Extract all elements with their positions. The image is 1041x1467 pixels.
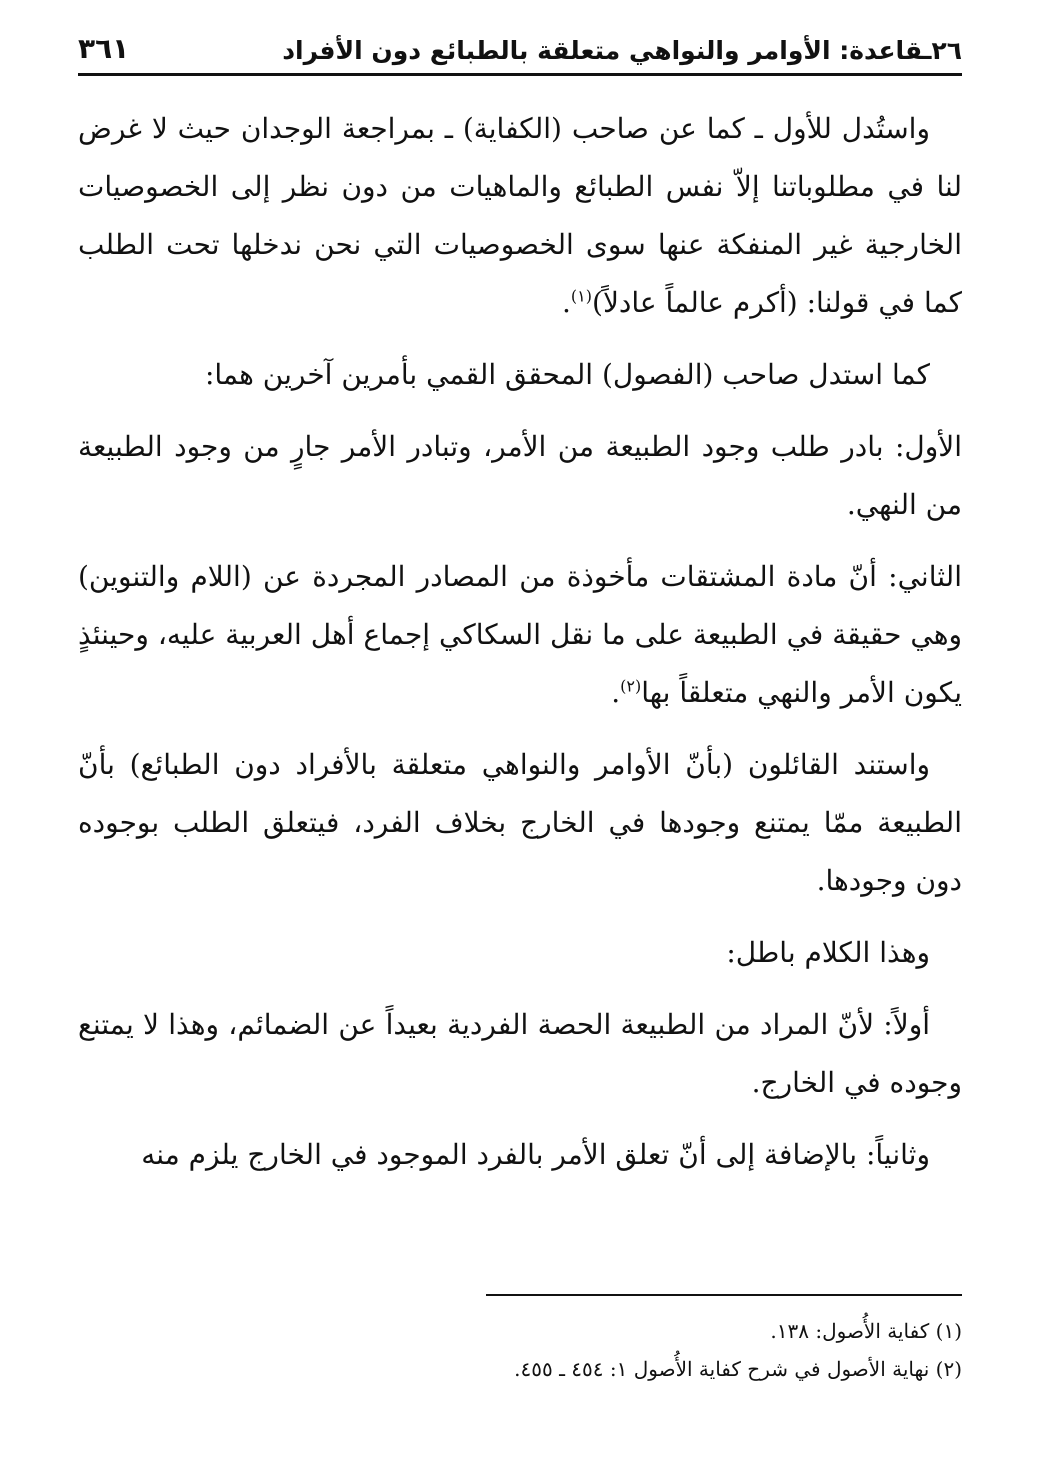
body-text	[78, 100, 962, 1184]
paragraph-first-argument: الأول: بادر طلب وجود الطبيعة من الأمر، وتبادر الأمر جارٍ من وجود الطبيعة من النهي.	[78, 430, 962, 521]
page-number: ٣٦١	[78, 32, 130, 65]
paragraph-text: الثاني: أنّ مادة المشتقات مأخوذة من المصادر المجردة عن (اللام والتنوين) وهي حقيقة في الطبيعة على ما نقل السكاكي إجماع أهل العربية عليه، وحينئذٍ يكون الأمر والنهي متعلقاً بها	[78, 560, 962, 709]
paragraph-refutation-first: أولاً: لأنّ المراد من الطبيعة الحصة الفردية بعيداً عن الضمائم، وهذا لا يمتنع وجوده في الخارج.	[78, 1008, 962, 1099]
footnote-ref-1: (١)	[570, 286, 593, 306]
paragraph-fusul: كما استدل صاحب (الفصول) المحقق القمي بأمرين آخرين هما:	[204, 358, 930, 391]
paragraph-text: واستُدل للأول ـ كما عن صاحب (الكفاية) ـ بمراجعة الوجدان حيث لا غرض لنا في مطلوباتنا إلاّ نفس الطبائع والماهيات من دون نظر إلى الخصوصيات الخارجية غير المنفكة عنها سوى الخصوصيات التي نحن ندخلها تحت الطلب كما في قولنا: (أكرم عالماً عادلاً)	[78, 112, 962, 319]
paragraph-individuals-view: واستند القائلون (بأنّ الأوامر والنواهي متعلقة بالأفراد دون الطبائع) بأنّ الطبيعة ممّا يمتنع وجودها في الخارج بخلاف الفرد، فيتعلق الطلب بوجوده دون وجودها.	[78, 748, 962, 897]
footnote-2: (٢) نهاية الأصول في شرح كفاية الأُصول ١: ٤٥٤ ـ ٤٥٥.	[514, 1357, 962, 1381]
paragraph-refutation-intro: وهذا الكلام باطل:	[726, 936, 930, 969]
paragraph-second-argument	[78, 548, 962, 722]
footnote-ref-2: (٢)	[620, 676, 642, 696]
chapter-title: ٢٦ـقاعدة: الأوامر والنواهي متعلقة بالطبائع دون الأفراد	[282, 36, 962, 65]
footnotes	[78, 1312, 962, 1388]
paragraph-refutation-second: وثانياً: بالإضافة إلى أنّ تعلق الأمر بالفرد الموجود في الخارج يلزم منه	[141, 1138, 930, 1171]
sentence-end: .	[562, 286, 571, 319]
sentence-end: .	[611, 676, 621, 709]
paragraph-evidence-first	[78, 100, 962, 332]
footnote-divider	[486, 1294, 962, 1296]
document-page	[78, 28, 962, 1448]
footnote-1: (١) كفاية الأُصول: ١٣٨.	[770, 1319, 962, 1343]
running-head	[78, 28, 962, 76]
